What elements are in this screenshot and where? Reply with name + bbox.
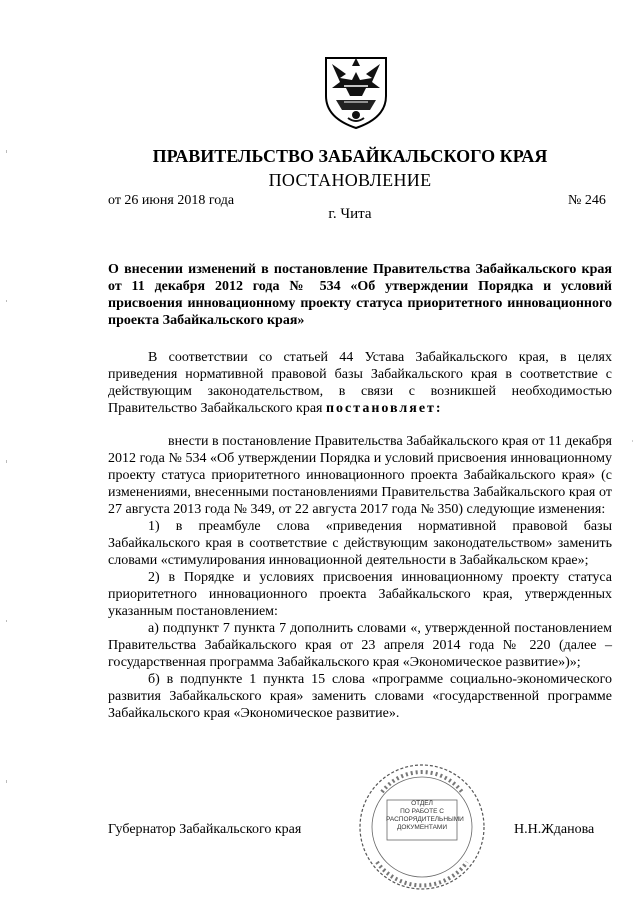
stamp-text	[386, 800, 464, 832]
stamp-line: ПО РАБОТЕ С	[400, 808, 444, 815]
preamble-text: В соответствии со статьей 44 Устава Забайкальского края, в целях приведения нормативной правовой базы Забайкальского края в соответствие с действующим законодательством, в связи с возникшей необходимостью Правительство Забайкальского края	[108, 350, 612, 416]
preamble-paragraph	[108, 349, 612, 417]
resolution-body	[108, 433, 612, 722]
resolution-item-2a: а) подпункт 7 пункта 7 дополнить словами «, утвержденной постановлением Правительства Забайкальского края от 23 апреля 2014 года № 220 (далее – государственная программа Забайкальского края «Экономическое развитие»)»;	[108, 621, 612, 670]
stamp-line: ДОКУМЕНТАМИ	[396, 824, 448, 831]
resolution-item-1: 1) в преамбуле слова «приведения нормативной правовой базы Забайкальского края в соответствие с действующим законодательством» заменить словами «стимулирования инновационной деятельности в Забайкальском крае»;	[108, 519, 612, 568]
document-city: г. Чита	[328, 206, 372, 222]
document-date: от 26 июня 2018 года	[108, 193, 235, 208]
stamp-line: РАСПОРЯДИТЕЛЬНЫМИ	[386, 816, 464, 823]
stamp-line: ОТДЕЛ	[411, 800, 433, 807]
document-number: № 246	[568, 193, 606, 208]
coat-of-arms-icon	[322, 52, 390, 130]
signer-position: Губернатор Забайкальского края	[108, 822, 302, 837]
document-title: О внесении изменений в постановление Правительства Забайкальского края от 11 декабря 2012 года № 534 «Об утверждении Порядка и условий присвоения инновационному проекту статуса приоритетного инновационного проекта Забайкальского края»	[108, 262, 612, 328]
resolution-item-2b: б) в подпункте 1 пункта 15 слова «программе социально-экономического развития Забайкальского края» заменить словами «государственной программе Забайкальского края «Экономическое развитие».	[108, 672, 612, 721]
signer-name: Н.Н.Жданова	[514, 822, 595, 837]
resolves-word: постановляет:	[325, 401, 443, 416]
document-type: ПОСТАНОВЛЕНИЕ	[268, 170, 432, 190]
government-name: ПРАВИТЕЛЬСТВО ЗАБАЙКАЛЬСКОГО КРАЯ	[152, 146, 548, 166]
resolution-lead: внести в постановление Правительства Забайкальского края от 11 декабря 2012 года № 534 «Об утверждении Порядка и условий присвоения инновационному проекту статуса приоритетного инновационного проекта Забайкальского края» (с изменениями, внесенными постановлениями Правительства Забайкальского края от 27 августа 2013 года № 349, от 22 августа 2017 года № 350) следующие изменения:	[108, 434, 612, 517]
resolution-item-2: 2) в Порядке и условиях присвоения инновационному проекту статуса приоритетного инновационного проекта Забайкальского края, утвержденных указанным постановлением:	[108, 570, 612, 619]
